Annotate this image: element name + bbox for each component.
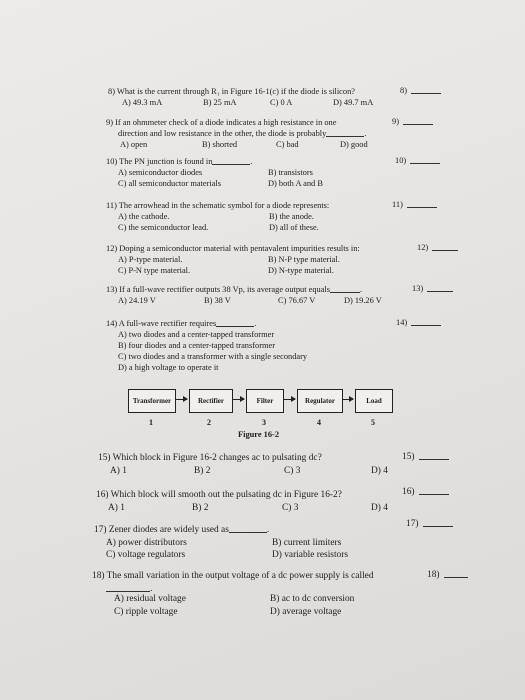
question-18-text: 18) The small variation in the output voltage of a dc power supply is called (92, 571, 374, 581)
q11-option-b[interactable]: B) the anode. (269, 212, 314, 221)
block-transformer: Transformer (128, 389, 176, 413)
block-load: Load (355, 389, 393, 413)
q17-option-c[interactable]: C) voltage regulators (106, 550, 186, 560)
q13-option-c[interactable]: C) 76.67 V (278, 296, 316, 305)
block-rectifier: Rectifier (189, 389, 233, 413)
block-regulator: Regulator (297, 389, 343, 413)
answer-blank-14[interactable]: 14) (396, 318, 441, 327)
q18-option-b[interactable]: B) ac to dc conversion (270, 594, 355, 604)
question-9-line2: direction and low resistance in the other, the diode is probably (118, 129, 327, 138)
question-18: 18) The small variation in the output voltage of a dc power supply is called . A) residual voltage B) ac to dc conversion C) ripple voltage D) average voltage (92, 571, 374, 617)
q10-option-d[interactable]: D) both A and B (268, 179, 323, 188)
q16-option-d[interactable]: D) 4 (371, 502, 388, 513)
q8-option-d[interactable]: D) 49.7 mA (333, 98, 374, 107)
arrow-2-3 (233, 399, 244, 400)
arrow-1-2 (176, 399, 187, 400)
q16-option-a[interactable]: A) 1 (108, 502, 125, 513)
arrow-3-4 (284, 399, 295, 400)
q17-option-d[interactable]: D) variable resistors (272, 550, 349, 560)
block-number-2: 2 (207, 418, 211, 427)
q10-option-c[interactable]: C) all semiconductor materials (118, 179, 222, 188)
question-14-text: 14) A full-wave rectifier requires (106, 319, 217, 328)
block-number-4: 4 (317, 418, 321, 427)
q11-option-a[interactable]: A) the cathode. (118, 212, 170, 221)
question-16 (96, 489, 388, 514)
q18-option-a[interactable]: A) residual voltage (114, 594, 186, 604)
q14-option-c[interactable]: C) two diodes and a transformer with a single secondary (118, 352, 308, 361)
arrow-4-5 (343, 399, 353, 400)
question-15-text: 15) Which block in Figure 16-2 changes ac to pulsating dc? (98, 453, 322, 463)
q8-option-c[interactable]: C) 0 A (270, 98, 293, 107)
q13-option-d[interactable]: D) 19.26 V (344, 296, 382, 305)
q18-option-c[interactable]: C) ripple voltage (114, 606, 178, 617)
question-8 (108, 86, 374, 108)
q9-option-b[interactable]: B) shorted (202, 140, 238, 149)
q12-option-b[interactable]: B) N-P type material. (268, 255, 340, 264)
q13-option-b[interactable]: B) 38 V (204, 296, 231, 305)
q9-option-d[interactable]: D) good (340, 140, 368, 149)
answer-blank-17[interactable]: 17) (406, 519, 453, 529)
q17-option-a[interactable]: A) power distributors (106, 537, 187, 548)
q12-option-c[interactable]: C) P-N type material. (118, 266, 191, 275)
answer-blank-18[interactable]: 18) (427, 570, 468, 580)
q15-option-d[interactable]: D) 4 (371, 465, 388, 476)
q14-option-a[interactable]: A) two diodes and a center-tapped transformer (118, 330, 275, 339)
q8-option-a[interactable]: A) 49.3 mA (122, 98, 163, 107)
answer-blank-11[interactable]: 11) (392, 200, 437, 209)
question-10-text: 10) The PN junction is found in (106, 157, 213, 166)
q18-option-d[interactable]: D) average voltage (270, 606, 342, 617)
question-17-text: 17) Zener diodes are widely used as (94, 525, 229, 535)
q9-option-a[interactable]: A) open (120, 140, 148, 149)
block-number-1: 1 (149, 418, 153, 427)
question-15 (98, 452, 388, 477)
question-11-text: 11) The arrowhead in the schematic symbol for a diode represents: (106, 201, 330, 210)
answer-blank-15[interactable]: 15) (402, 452, 449, 462)
q14-option-b[interactable]: B) four diodes and a center-tapped transformer (118, 341, 276, 350)
answer-blank-12[interactable]: 12) (417, 243, 458, 252)
question-8-text: 8) What is the current through R₁ in Figure 16-1(c) if the diode is silicon? (108, 87, 355, 96)
q8-option-b[interactable]: B) 25 mA (203, 98, 237, 107)
question-16-text: 16) Which block will smooth out the pulsating dc in Figure 16-2? (96, 490, 342, 500)
block-number-5: 5 (371, 418, 375, 427)
question-13: 13) If a full-wave rectifier outputs 38 Vp, its average output equals . A) 24.19 V B) 38 V C) 76.67 V D) 19.26 V (106, 285, 382, 305)
question-10: 10) The PN junction is found in . A) semiconductor diodes B) transistors C) all semiconductor materials D) both A and B (106, 157, 323, 188)
q16-option-c[interactable]: C) 3 (282, 502, 299, 513)
answer-blank-9[interactable]: 9) (392, 117, 433, 126)
q15-option-b[interactable]: B) 2 (194, 465, 211, 476)
figure-caption: Figure 16-2 (238, 430, 280, 439)
question-14: 14) A full-wave rectifier requires . A) two diodes and a center-tapped transformer B) four diodes and a center-tapped transformer C) two diodes and a transformer with a single secondary D) a high voltage to operate it (106, 319, 308, 372)
block-number-3: 3 (262, 418, 266, 427)
answer-blank-8[interactable]: 8) (400, 86, 441, 95)
q14-option-d[interactable]: D) a high voltage to operate it (118, 363, 219, 372)
q9-option-c[interactable]: C) bad (276, 140, 299, 149)
question-12-text: 12) Doping a semiconductor material with pentavalent impurities results in: (106, 244, 360, 253)
answer-blank-16[interactable]: 16) (402, 487, 449, 497)
q16-option-b[interactable]: B) 2 (192, 502, 209, 513)
question-11 (106, 200, 329, 233)
q11-option-d[interactable]: D) all of these. (269, 223, 319, 232)
question-9-line1: 9) If an ohmmeter check of a diode indicates a high resistance in one (106, 118, 337, 127)
answer-blank-13[interactable]: 13) (412, 284, 453, 293)
question-12 (106, 243, 360, 276)
q17-option-b[interactable]: B) current limiters (272, 537, 342, 548)
question-13-text: 13) If a full-wave rectifier outputs 38 Vp, its average output equals (106, 285, 331, 294)
q12-option-a[interactable]: A) P-type material. (118, 255, 183, 264)
q10-option-b[interactable]: B) transistors (268, 168, 313, 177)
question-9: 9) If an ohmmeter check of a diode indicates a high resistance in one direction and low resistance in the other, the diode is probably . A) open B) shorted C) bad D) good (106, 118, 368, 149)
q10-option-a[interactable]: A) semiconductor diodes (118, 168, 203, 177)
block-filter: Filter (246, 389, 284, 413)
q15-option-c[interactable]: C) 3 (284, 465, 301, 476)
q15-option-a[interactable]: A) 1 (110, 465, 127, 476)
q13-option-a[interactable]: A) 24.19 V (118, 296, 156, 305)
q12-option-d[interactable]: D) N-type material. (268, 266, 334, 275)
answer-blank-10[interactable]: 10) (395, 156, 440, 165)
q11-option-c[interactable]: C) the semiconductor lead. (118, 223, 209, 232)
question-17: 17) Zener diodes are widely used as . A) power distributors B) current limiters C) voltage regulators D) variable resistors (94, 525, 349, 560)
